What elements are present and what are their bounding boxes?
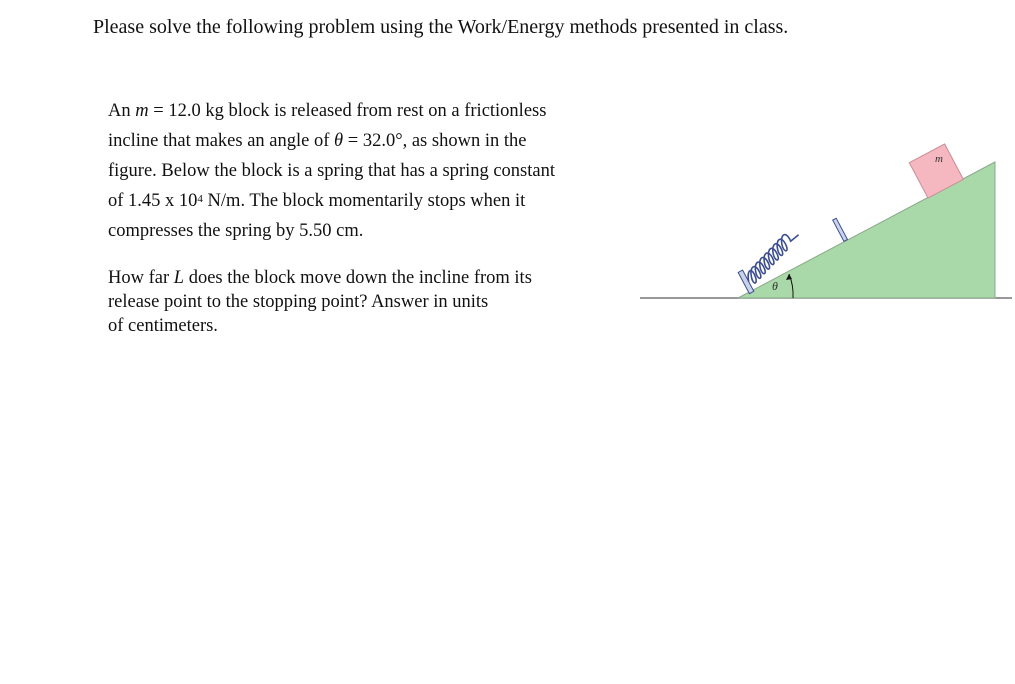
question-line-2: release point to the stopping point? Answer in units <box>108 292 489 312</box>
block-label: m <box>935 153 943 165</box>
compression-value: 5.50 cm <box>299 221 359 241</box>
question-line-3: of centimeters. <box>108 316 218 336</box>
problem-line-5: compresses the spring by 5.50 cm. <box>108 221 364 241</box>
spring-end-plate <box>833 218 848 241</box>
problem-statement <box>108 96 638 338</box>
problem-line-3: figure. Below the block is a spring that has a spring constant <box>108 161 555 181</box>
problem-paragraph-question <box>108 266 638 338</box>
spring-constant-value: 1.45 x $10^4$ N/m <box>128 191 241 211</box>
angle-label: θ <box>772 279 778 293</box>
problem-paragraph-given <box>108 96 638 246</box>
instruction-text: Please solve the following problem using the Work/Energy methods presented in class. <box>93 16 789 38</box>
problem-line-2: incline that makes an angle of θ = 32.0°, as shown in the <box>108 131 527 151</box>
problem-line-1: An m = 12.0 kg block is released from rest on a frictionless <box>108 101 547 121</box>
incline-figure <box>640 118 1012 308</box>
distance-symbol: L <box>173 268 185 288</box>
question-line-1: How far L does the block move down the incline from its <box>108 268 532 288</box>
angle-symbol: θ <box>334 131 344 151</box>
problem-line-4: of 1.45 x $10^4$ N/m. The block momentarily stops when it <box>108 191 526 211</box>
mass-value: 12.0 kg <box>168 101 224 121</box>
angle-value: 32.0° <box>362 131 403 151</box>
mass-symbol: m <box>135 101 149 121</box>
